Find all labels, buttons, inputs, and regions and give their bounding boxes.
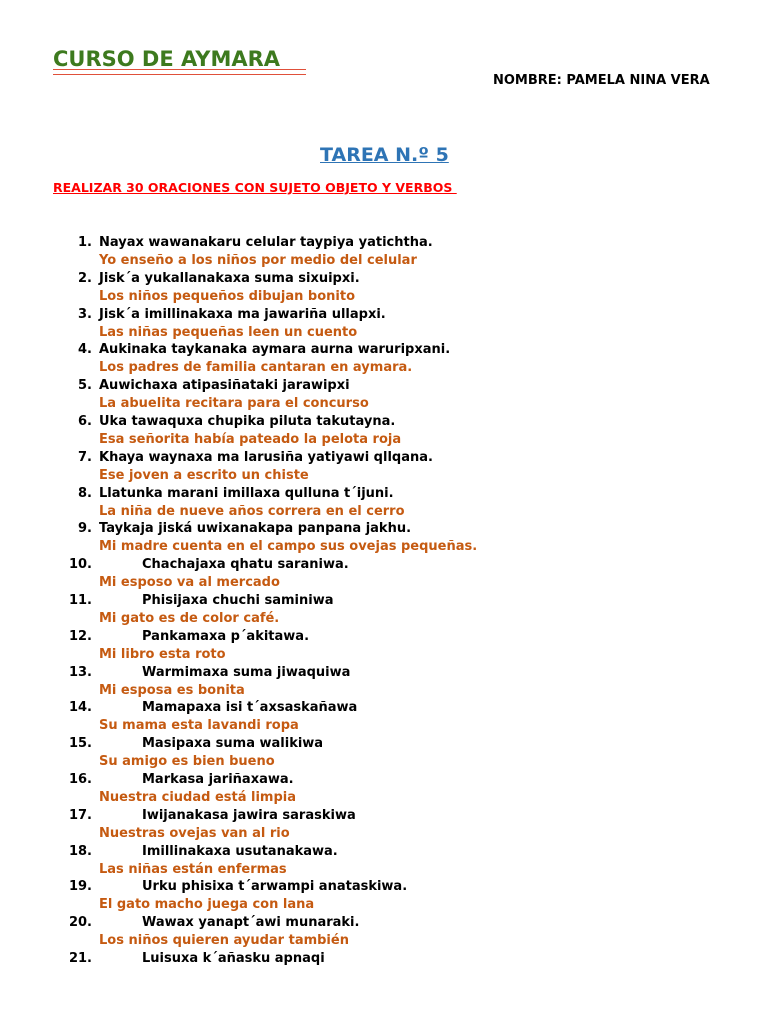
item-number: 2. — [78, 270, 92, 286]
aymara-sentence: Wawax yanapt´awi munaraki. — [142, 915, 360, 931]
spanish-translation: Mi libro esta roto — [99, 646, 226, 662]
spanish-translation: Nuestra ciudad está limpia — [99, 789, 296, 805]
spanish-translation: La niña de nueve años correra en el cerro — [99, 503, 405, 519]
aymara-sentence: Chachajaxa qhatu saraniwa. — [142, 557, 349, 573]
aymara-sentence: Jisk´a yukallanakaxa suma sixuipxi. — [99, 270, 360, 286]
assignment-title: TAREA N.º 5 — [320, 144, 449, 166]
aymara-sentence: Aukinaka taykanaka aymara aurna waruripxani. — [99, 342, 451, 358]
aymara-sentence: Uka tawaquxa chupika piluta takutayna. — [99, 413, 396, 429]
item-number: 21. — [68, 950, 92, 966]
item-number: 5. — [78, 378, 92, 394]
list-item — [0, 879, 768, 915]
list-item — [0, 378, 768, 414]
list-item — [0, 700, 768, 736]
item-number: 18. — [68, 843, 92, 859]
list-item — [0, 307, 768, 343]
spanish-translation: Mi esposa es bonita — [99, 682, 245, 698]
list-item — [0, 557, 768, 593]
spanish-translation: Las niñas pequeñas leen un cuento — [99, 324, 358, 340]
item-number: 11. — [68, 592, 92, 608]
item-number: 1. — [78, 235, 92, 250]
spanish-translation: Nuestras ovejas van al rio — [99, 825, 290, 841]
list-item — [0, 951, 768, 987]
item-number: 13. — [68, 664, 92, 680]
item-number: 17. — [68, 807, 92, 823]
aymara-sentence: Jisk´a imillinakaxa ma jawariña ullapxi. — [99, 306, 386, 322]
spanish-translation: Las niñas están enfermas — [99, 861, 287, 877]
list-item — [0, 844, 768, 880]
aymara-sentence: Imillinakaxa usutanakawa. — [142, 843, 338, 859]
aymara-sentence: Luisuxa k´añasku apnaqi — [142, 950, 325, 966]
item-number: 15. — [68, 736, 92, 752]
aymara-sentence: Urku phisixa t´arwampi anataskiwa. — [142, 879, 408, 895]
aymara-sentence: Iwijanakasa jawira saraskiwa — [142, 807, 356, 823]
list-item — [0, 808, 768, 844]
item-number: 19. — [68, 879, 92, 895]
list-item — [0, 665, 768, 701]
list-item — [0, 414, 768, 450]
item-number: 10. — [68, 557, 92, 573]
assignment-instruction: REALIZAR 30 ORACIONES CON SUJETO OBJETO Y VERBOS — [53, 180, 457, 195]
list-item — [0, 915, 768, 951]
list-item — [0, 772, 768, 808]
student-name: NOMBRE: PAMELA NINA VERA — [493, 73, 710, 88]
aymara-sentence: Pankamaxa p´akitawa. — [142, 628, 310, 644]
aymara-sentence: Masipaxa suma walikiwa — [142, 736, 324, 752]
list-item — [0, 235, 768, 271]
item-number: 20. — [68, 915, 92, 931]
item-number: 12. — [68, 628, 92, 644]
aymara-sentence: Markasa jariñaxawa. — [142, 771, 294, 787]
spanish-translation: Mi gato es de color café. — [99, 610, 280, 626]
aymara-sentence: Nayax wawanakaru celular taypiya yatichtha. — [99, 235, 433, 250]
list-item — [0, 736, 768, 772]
aymara-sentence: Auwichaxa atipasiñataki jarawipxi — [99, 378, 350, 394]
list-item — [0, 593, 768, 629]
item-number: 3. — [78, 306, 92, 322]
spanish-translation: Esa señorita había pateado la pelota roja — [99, 431, 402, 447]
spanish-translation: Mi madre cuenta en el campo sus ovejas pequeñas. — [99, 539, 478, 555]
spanish-translation: Yo enseño a los niños por medio del celular — [99, 253, 417, 268]
aymara-sentence: Llatunka marani imillaxa qulluna t´ijuni. — [99, 485, 394, 501]
aymara-sentence: Khaya waynaxa ma larusiña yatiyawi qllqana. — [99, 449, 433, 465]
item-number: 8. — [78, 485, 92, 501]
spanish-translation: La abuelita recitara para el concurso — [99, 396, 369, 412]
item-number: 9. — [78, 521, 92, 537]
aymara-sentence: Taykaja jiská uwixanakapa panpana jakhu. — [99, 521, 412, 537]
aymara-sentence: Warmimaxa suma jiwaquiwa — [142, 664, 351, 680]
list-item — [0, 486, 768, 522]
sentence-list — [0, 235, 768, 987]
spanish-translation: Su mama esta lavandi ropa — [99, 718, 299, 734]
aymara-sentence: Mamapaxa isi t´axsaskañawa — [142, 700, 358, 716]
item-number: 14. — [68, 700, 92, 716]
course-title-underline — [53, 69, 306, 75]
item-number: 6. — [78, 413, 92, 429]
list-item — [0, 342, 768, 378]
list-item — [0, 629, 768, 665]
spanish-translation: Ese joven a escrito un chiste — [99, 467, 309, 483]
spanish-translation: Los niños quieren ayudar también — [99, 933, 349, 949]
item-number: 4. — [78, 342, 92, 358]
list-item — [0, 521, 768, 557]
list-item — [0, 450, 768, 486]
spanish-translation: Mi esposo va al mercado — [99, 575, 280, 591]
aymara-sentence: Phisijaxa chuchi saminiwa — [142, 592, 334, 608]
spanish-translation: Los niños pequeños dibujan bonito — [99, 288, 356, 304]
spanish-translation: Los padres de familia cantaran en aymara. — [99, 360, 413, 376]
spanish-translation: Su amigo es bien bueno — [99, 754, 275, 770]
course-title: CURSO DE AYMARA — [53, 47, 288, 71]
spanish-translation: El gato macho juega con lana — [99, 897, 315, 913]
list-item — [0, 271, 768, 307]
item-number: 7. — [78, 449, 92, 465]
item-number: 16. — [68, 771, 92, 787]
